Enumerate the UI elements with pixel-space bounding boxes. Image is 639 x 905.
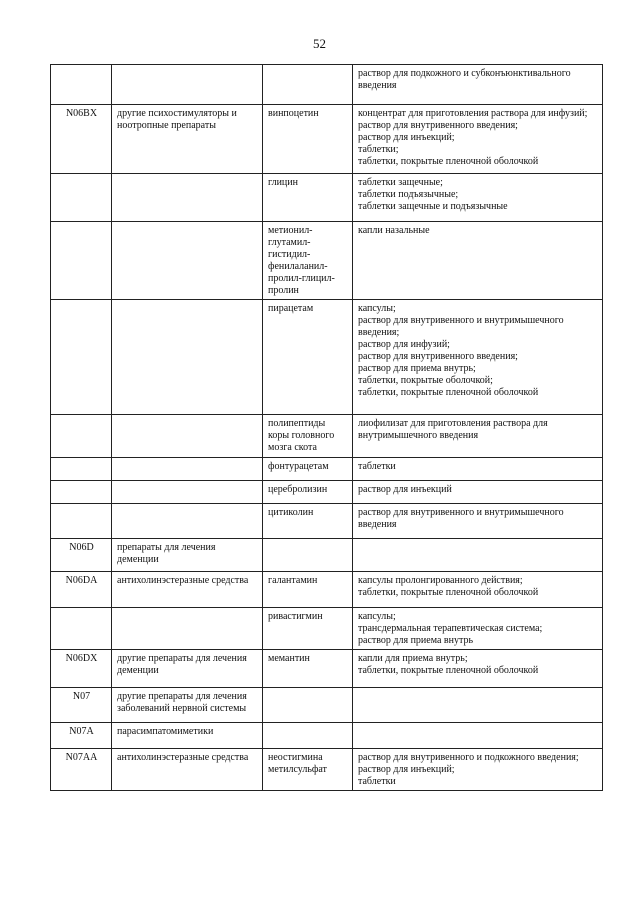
dosage-form-line: таблетки защечные;	[358, 177, 443, 188]
drug-table	[50, 64, 603, 791]
dosage-form-line: капли назальные	[358, 225, 430, 236]
drug-name-cell: фонтурацетам	[263, 458, 353, 481]
atc-group-cell	[112, 174, 263, 222]
dosage-form-line: введения;	[358, 327, 400, 338]
dosage-form-line: таблетки, покрытые пленочной оболочкой	[358, 665, 539, 676]
dosage-form-line: таблетки	[358, 461, 396, 472]
dosage-form-line: внутримышечного введения	[358, 430, 479, 441]
atc-code-cell	[51, 608, 112, 650]
table-row	[51, 608, 603, 650]
drug-name-cell: пирацетам	[263, 300, 353, 415]
table-row	[51, 650, 603, 688]
atc-code-cell	[51, 481, 112, 504]
dosage-forms-cell	[353, 539, 603, 572]
dosage-form-line: раствор для внутривенного и внутримышечного	[358, 507, 564, 518]
drug-name-cell: полипептиды коры головного мозга скота	[263, 415, 353, 458]
atc-group-cell	[112, 222, 263, 300]
dosage-form-line: раствор для инъекций	[358, 484, 452, 495]
table-row	[51, 749, 603, 791]
dosage-form-line: капсулы;	[358, 611, 396, 622]
atc-code-cell	[51, 174, 112, 222]
dosage-forms-cell	[353, 650, 603, 688]
drug-name-cell: ривастигмин	[263, 608, 353, 650]
drug-name-cell: глицин	[263, 174, 353, 222]
atc-code-cell: N06D	[51, 539, 112, 572]
dosage-form-line: раствор для инъекций;	[358, 764, 455, 775]
dosage-form-line: лиофилизат для приготовления раствора для	[358, 418, 548, 429]
atc-code-cell: N07A	[51, 723, 112, 749]
drug-name-cell: цитиколин	[263, 504, 353, 539]
dosage-forms-cell	[353, 723, 603, 749]
atc-group-cell	[112, 504, 263, 539]
dosage-forms-cell	[353, 688, 603, 723]
drug-name-cell: метионил-глутамил-гистидил-фенилаланил-пролил-глицил-пролин	[263, 222, 353, 300]
atc-code-cell	[51, 65, 112, 105]
dosage-forms-cell	[353, 65, 603, 105]
drug-name-cell: винпоцетин	[263, 105, 353, 174]
dosage-forms-cell	[353, 481, 603, 504]
drug-name-cell	[263, 539, 353, 572]
atc-group-cell	[112, 458, 263, 481]
table-row	[51, 539, 603, 572]
atc-group-cell	[112, 415, 263, 458]
table-row	[51, 723, 603, 749]
table-row	[51, 688, 603, 723]
atc-group-cell: другие психостимуляторы и ноотропные препараты	[112, 105, 263, 174]
atc-code-cell: N07	[51, 688, 112, 723]
dosage-form-line: введения	[358, 80, 397, 91]
atc-code-cell: N07AA	[51, 749, 112, 791]
dosage-forms-cell	[353, 504, 603, 539]
dosage-form-line: раствор для подкожного и субконъюнктивального	[358, 68, 571, 79]
dosage-form-line: раствор для приема внутрь	[358, 635, 474, 646]
table-row	[51, 222, 603, 300]
atc-code-cell	[51, 415, 112, 458]
dosage-forms-cell	[353, 222, 603, 300]
dosage-forms-cell	[353, 458, 603, 481]
page-number: 52	[313, 36, 326, 51]
drug-name-cell: мемантин	[263, 650, 353, 688]
dosage-forms-cell	[353, 174, 603, 222]
atc-group-cell	[112, 608, 263, 650]
table-row	[51, 504, 603, 539]
dosage-form-line: капсулы;	[358, 303, 396, 314]
drug-name-cell	[263, 65, 353, 105]
dosage-form-line: таблетки подъязычные;	[358, 189, 459, 200]
dosage-form-line: концентрат для приготовления раствора для инфузий;	[358, 108, 588, 119]
dosage-form-line: раствор для внутривенного и внутримышечного	[358, 315, 564, 326]
dosage-form-line: трансдермальная терапевтическая система;	[358, 623, 543, 634]
dosage-form-line: таблетки, покрытые оболочкой;	[358, 375, 493, 386]
table-row	[51, 415, 603, 458]
drug-name-cell	[263, 723, 353, 749]
dosage-form-line: таблетки;	[358, 144, 399, 155]
dosage-forms-cell	[353, 300, 603, 415]
table-row	[51, 174, 603, 222]
table-row	[51, 105, 603, 174]
atc-group-cell: другие препараты для лечения заболеваний нервной системы	[112, 688, 263, 723]
dosage-form-line: таблетки защечные и подъязычные	[358, 201, 508, 212]
dosage-form-line: раствор для внутривенного введения;	[358, 120, 518, 131]
dosage-form-line: раствор для внутривенного и подкожного введения;	[358, 752, 579, 763]
drug-name-cell: церебролизин	[263, 481, 353, 504]
dosage-form-line: таблетки	[358, 776, 396, 787]
atc-code-cell	[51, 222, 112, 300]
drug-name-cell: галантамин	[263, 572, 353, 608]
atc-group-cell: антихолинэстеразные средства	[112, 749, 263, 791]
dosage-form-line: раствор для инъекций;	[358, 132, 455, 143]
dosage-form-line: таблетки, покрытые пленочной оболочкой	[358, 387, 539, 398]
atc-code-cell: N06BX	[51, 105, 112, 174]
table-row	[51, 481, 603, 504]
dosage-forms-cell	[353, 415, 603, 458]
dosage-form-line: раствор для приема внутрь;	[358, 363, 476, 374]
atc-code-cell: N06DA	[51, 572, 112, 608]
atc-group-cell: другие препараты для лечения деменции	[112, 650, 263, 688]
dosage-form-line: таблетки, покрытые пленочной оболочкой	[358, 587, 539, 598]
atc-group-cell: препараты для лечения деменции	[112, 539, 263, 572]
dosage-forms-cell	[353, 105, 603, 174]
atc-group-cell	[112, 65, 263, 105]
atc-group-cell	[112, 300, 263, 415]
atc-code-cell: N06DX	[51, 650, 112, 688]
dosage-form-line: капли для приема внутрь;	[358, 653, 468, 664]
dosage-form-line: таблетки, покрытые пленочной оболочкой	[358, 156, 539, 167]
atc-group-cell: парасимпатомиметики	[112, 723, 263, 749]
atc-group-cell	[112, 481, 263, 504]
dosage-form-line: раствор для инфузий;	[358, 339, 450, 350]
dosage-forms-cell	[353, 608, 603, 650]
atc-group-cell: антихолинэстеразные средства	[112, 572, 263, 608]
dosage-forms-cell	[353, 749, 603, 791]
drug-name-cell	[263, 688, 353, 723]
dosage-form-line: капсулы пролонгированного действия;	[358, 575, 523, 586]
table-row	[51, 458, 603, 481]
dosage-form-line: введения	[358, 519, 397, 530]
atc-code-cell	[51, 458, 112, 481]
dosage-forms-cell	[353, 572, 603, 608]
table-row	[51, 300, 603, 415]
drug-name-cell: неостигмина метилсульфат	[263, 749, 353, 791]
atc-code-cell	[51, 504, 112, 539]
atc-code-cell	[51, 300, 112, 415]
table-row	[51, 572, 603, 608]
dosage-form-line: раствор для внутривенного введения;	[358, 351, 518, 362]
table-row	[51, 65, 603, 105]
